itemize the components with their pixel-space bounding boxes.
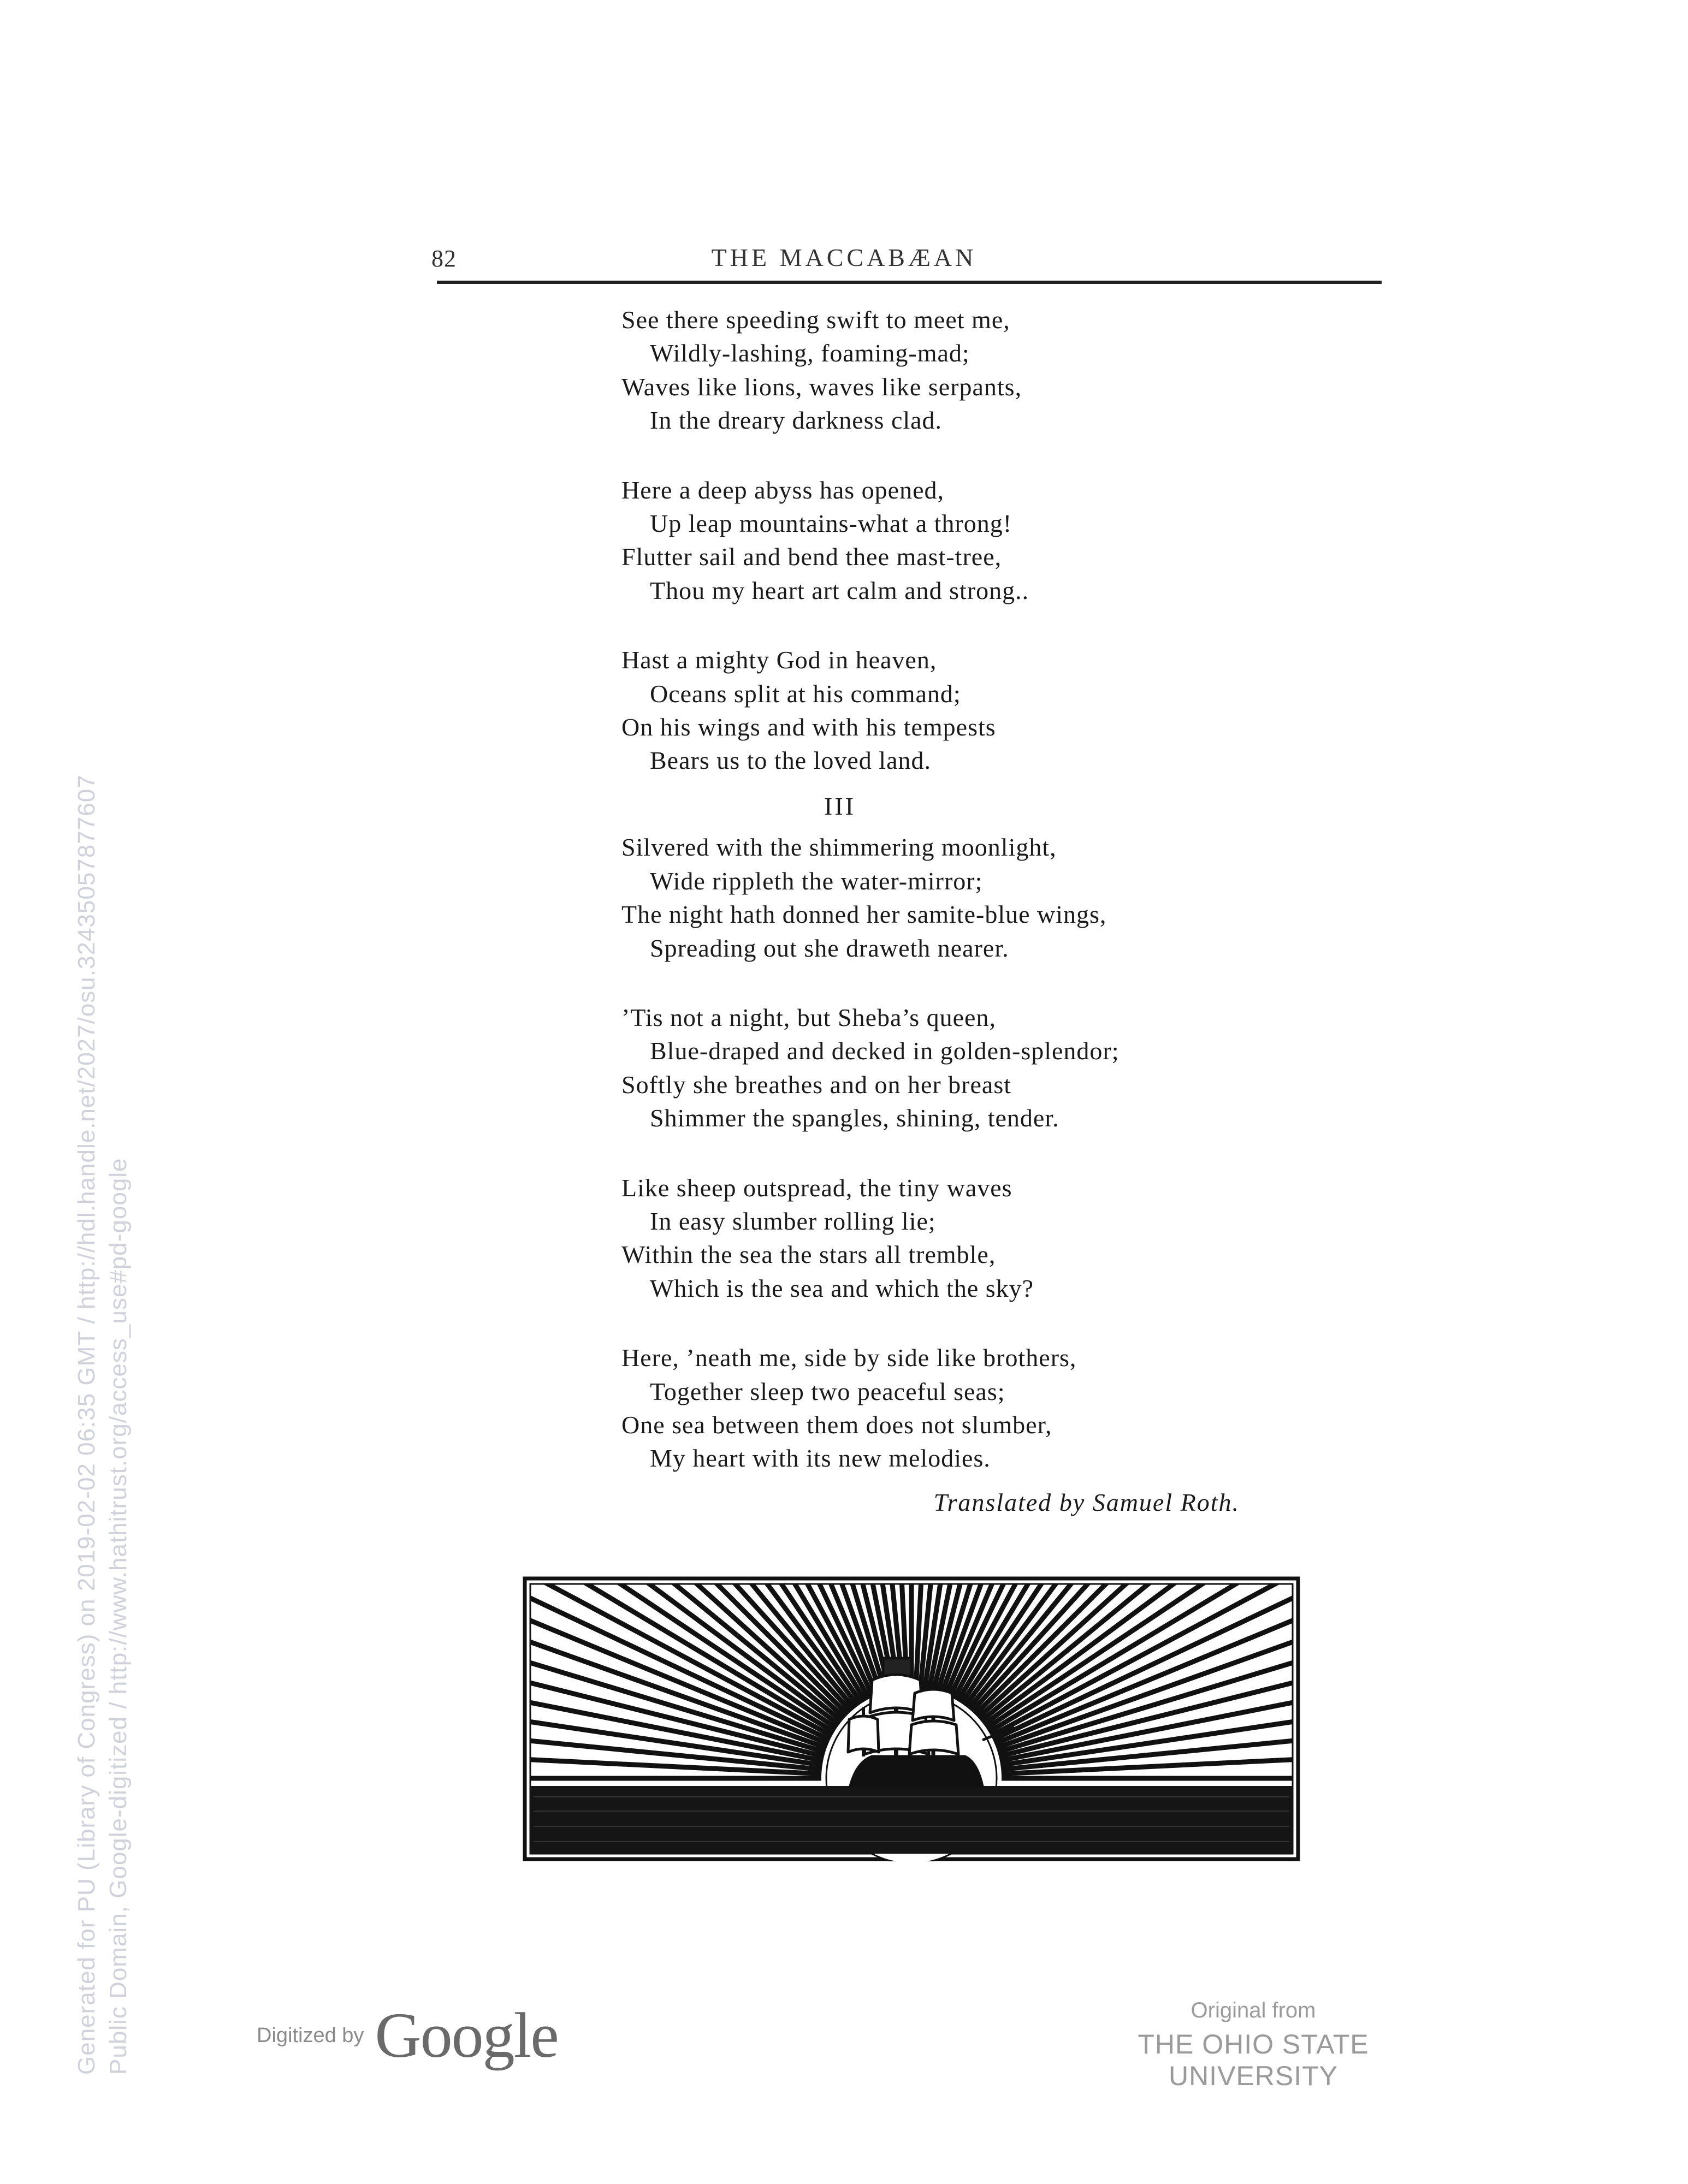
translator-credit: Translated by Samuel Roth. [933, 1488, 1240, 1516]
poem-line: Blue-draped and decked in golden-splendor; [650, 1037, 1120, 1065]
digitized-by [257, 1998, 558, 2073]
google-logo: Google [375, 1999, 558, 2071]
poem-line: One sea between them does not slumber, [621, 1410, 1052, 1439]
poem-line: Here a deep abyss has opened, [621, 476, 944, 504]
poem-line: ’Tis not a night, but Sheba’s queen, [621, 1003, 996, 1031]
poem-line: Spreading out she draweth nearer. [650, 934, 1009, 962]
stanza [621, 830, 1331, 965]
stanza [621, 303, 1331, 437]
running-head: THE MACCABÆAN [711, 244, 977, 271]
university-name: THE OHIO STATE UNIVERSITY [1138, 2029, 1369, 2091]
poem-line: Which is the sea and which the sky? [650, 1274, 1034, 1302]
hathitrust-watermark [71, 774, 134, 2075]
stanza [621, 1171, 1331, 1305]
stanza [621, 1001, 1331, 1135]
header-rule [437, 281, 1382, 284]
section-numeral: III [824, 792, 856, 820]
poem-line: The night hath donned her samite-blue wings, [621, 900, 1107, 929]
digitized-label: Digitized by [257, 2023, 364, 2047]
poem-line: Waves like lions, waves like serpants, [621, 372, 1022, 401]
page-number: 82 [431, 245, 457, 272]
poem-line: Up leap mountains-what a throng! [650, 509, 1012, 538]
poem-line: Here, ’neath me, side by side like brothers, [621, 1344, 1077, 1372]
poem-line: See there speeding swift to meet me, [621, 306, 1010, 334]
poem-line: Wide rippleth the water-mirror; [650, 867, 983, 895]
poem-line: In easy slumber rolling lie; [650, 1207, 936, 1235]
original-from-label: Original from [1191, 1998, 1316, 2022]
poem-line: Oceans split at his command; [650, 679, 961, 708]
stanza [621, 1341, 1331, 1475]
poem [621, 303, 1331, 1475]
poem-line: Flutter sail and bend thee mast-tree, [621, 543, 1002, 571]
woodcut-ship-sunburst-icon [523, 1576, 1300, 1861]
poem-line: Together sleep two peaceful seas; [650, 1377, 1005, 1405]
poem-line: In the dreary darkness clad. [650, 406, 943, 435]
original-from [1054, 1998, 1453, 2092]
poem-line: Like sheep outspread, the tiny waves [621, 1173, 1012, 1202]
poem-line: Hast a mighty God in heaven, [621, 646, 937, 674]
stanza [621, 473, 1331, 608]
stanza [621, 643, 1331, 778]
poem-line: Softly she breathes and on her breast [621, 1070, 1012, 1099]
poem-line: Wildly-lashing, foaming-mad; [650, 339, 970, 367]
poem-line: Silvered with the shimmering moonlight, [621, 833, 1057, 862]
poem-line: On his wings and with his tempests [621, 713, 996, 741]
poem-line: Thou my heart art calm and strong.. [650, 576, 1029, 604]
poem-line: Shimmer the spangles, shining, tender. [650, 1104, 1059, 1132]
watermark-line: Public Domain, Google-digitized / http://www.hathitrust.org/access_use#pd-google [105, 1158, 132, 2075]
poem-line: Bears us to the loved land. [650, 746, 932, 775]
watermark-line: Generated for PU (Library of Congress) on 2019-02-02 06:35 GMT / http://hdl.handle.net/2027/osu.32435057877607 [73, 774, 100, 2075]
poem-line: My heart with its new melodies. [650, 1444, 991, 1473]
poem-line: Within the sea the stars all tremble, [621, 1241, 996, 1269]
